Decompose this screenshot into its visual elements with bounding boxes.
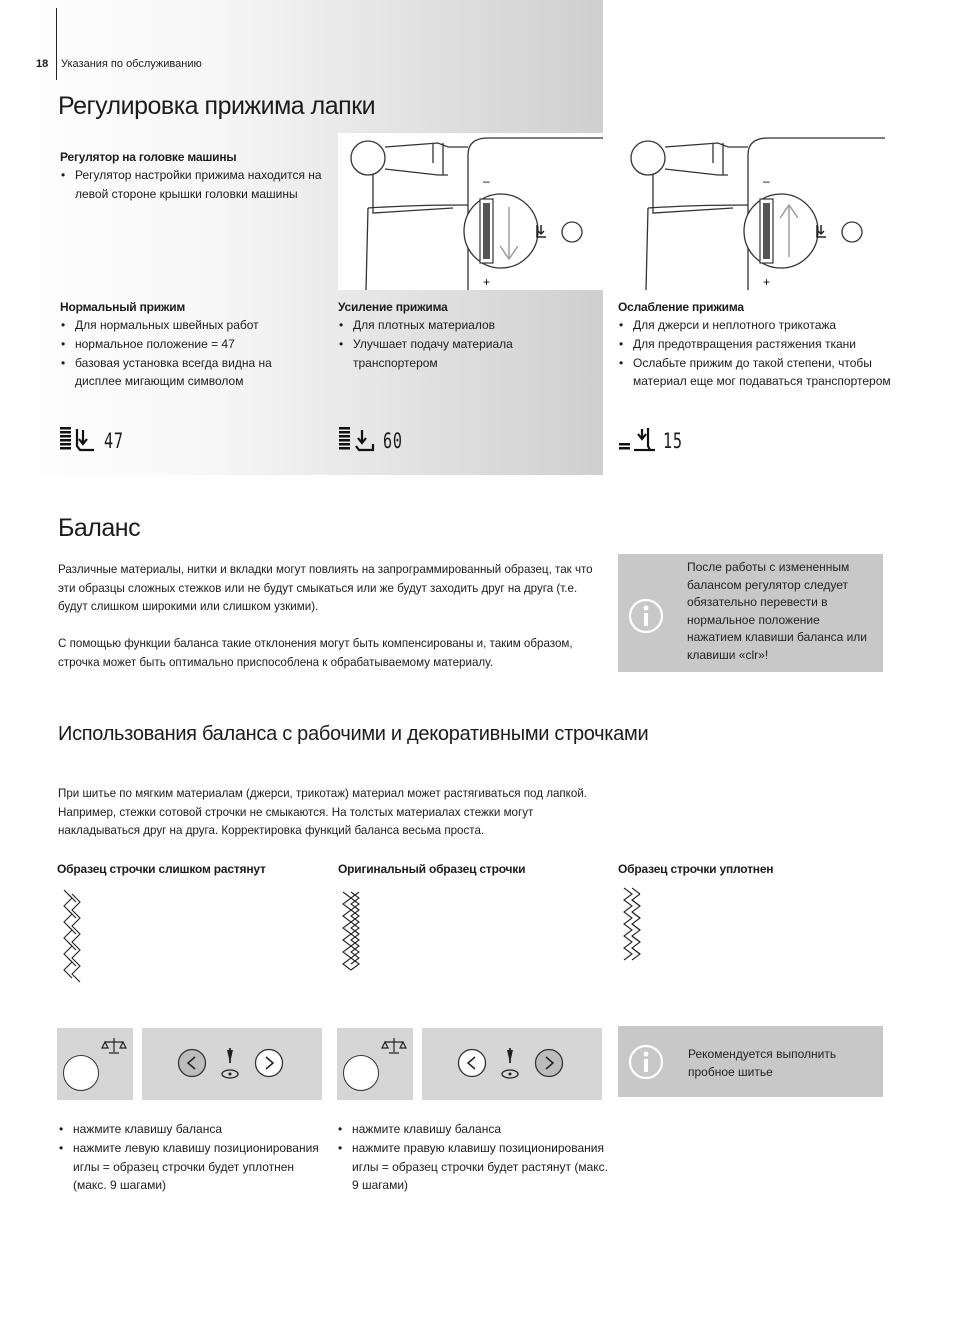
balance-key-panel-left [57, 1028, 133, 1100]
regulator-knob [842, 222, 862, 242]
increase-heading: Усиление прижима [338, 300, 448, 314]
header-divider [56, 8, 57, 80]
page-number: 18 [36, 58, 49, 70]
pressure-bars-icon [60, 426, 98, 452]
display-value: 47 [104, 429, 124, 453]
list-item: • нормальное положение = 47 [60, 335, 300, 354]
regulator-list [60, 166, 325, 204]
display-value: 15 [663, 429, 683, 453]
usage-title: Использования баланса с рабочими и декоративными строчками [58, 723, 649, 745]
list-item: • нажмите правую клавишу позиционирования иглы = образец строчки будет растянут (макс. 9 шагами) [337, 1139, 609, 1195]
regulator-knob [562, 222, 582, 242]
balance-scale-icon [381, 1036, 407, 1056]
sample-original-label: Оригинальный образец строчки [338, 862, 526, 876]
decrease-list [618, 316, 893, 391]
instructions-left [58, 1120, 323, 1195]
tip-box [618, 1026, 883, 1097]
usage-paragraph: При шитье по мягким материалам (джерси, трикотаж) материал может растягиваться под лапкой. Например, стежки сотовой строчки не смыкаются. На толстых материалах стежки могут накладываться друг на друга. Корректировка функций баланса весьма проста. [58, 787, 588, 838]
pressure-bars-icon [339, 426, 377, 452]
balance-note-box [618, 554, 883, 672]
balance-key[interactable] [343, 1055, 379, 1091]
chevron-left-icon[interactable] [457, 1048, 487, 1078]
presser-title: Регулировка прижима лапки [58, 92, 376, 120]
display-value: 60 [383, 429, 403, 453]
balance-paragraph-2: С помощью функции баланса такие отклонения могут быть компенсированы и, таким образом, строчка может быть оптимально приспособлена к обрабатываемому материалу. [58, 637, 573, 669]
tip-text: Рекомендуется выполнить пробное шитье [688, 1047, 837, 1079]
minus-sign: – [483, 174, 490, 188]
list-item: • Для нормальных швейных работ [60, 316, 300, 335]
decrease-heading: Ослабление прижима [618, 300, 744, 314]
info-icon [628, 1044, 664, 1080]
needle-icon [220, 1046, 240, 1082]
list-item: • Для плотных материалов [338, 316, 568, 335]
stitch-stretched-sample [58, 888, 88, 984]
balance-scale-icon [101, 1036, 127, 1056]
balance-paragraph-1: Различные материалы, нитки и вкладки могут повлиять на запрограммированный образец, так что эти образцы сложных стежков или не будут смыкаться или же будут заходить друг на друга (т.е. будут слишком широкими или слишком узкими). [58, 563, 593, 614]
chevron-right-icon[interactable] [254, 1048, 284, 1078]
normal-heading: Нормальный прижим [60, 300, 186, 314]
balance-note: После работы с измененным балансом регулятор следует обязательно перевести в нормальное положение нажатием клавиши баланса или клавиши «clr»! [687, 560, 867, 662]
list-item: • Для предотвращения растяжения ткани [618, 335, 893, 354]
list-item: • Улучшает подачу материала транспортером [338, 335, 568, 373]
sample-compressed-label: Образец строчки уплотнен [618, 862, 774, 876]
balance-key-panel-right [337, 1028, 413, 1100]
needle-keys-panel-right [422, 1028, 602, 1100]
chevron-left-icon[interactable] [177, 1048, 207, 1078]
list-item: • нажмите клавишу баланса [337, 1120, 609, 1139]
balance-key[interactable] [63, 1055, 99, 1091]
increase-list [338, 316, 568, 372]
display-increase [339, 426, 410, 452]
instructions-right [337, 1120, 609, 1195]
plus-sign: + [483, 275, 491, 289]
regulator-heading: Регулятор на головке машины [60, 150, 237, 164]
balance-title: Баланс [58, 514, 141, 542]
minus-sign: – [763, 174, 770, 188]
stitch-compressed-sample [620, 886, 650, 966]
stitch-original-sample [338, 888, 368, 972]
display-decrease [619, 426, 690, 452]
machine-diagram-increase [338, 133, 603, 290]
machine-diagram-decrease [618, 133, 885, 290]
list-item: • Ослабьте прижим до такой степени, чтобы материал еще мог подаваться транспортером [618, 354, 893, 392]
list-item: • нажмите клавишу баланса [58, 1120, 323, 1139]
sample-stretched-label: Образец строчки слишком растянут [57, 862, 266, 876]
plus-sign: + [763, 275, 771, 289]
list-item: • Регулятор настройки прижима находится на левой стороне крышки головки машины [60, 166, 325, 204]
list-item: • нажмите левую клавишу позиционирования иглы = образец строчки будет уплотнен (макс. 9 шагами) [58, 1139, 323, 1195]
list-item: • Для джерси и неплотного трикотажа [618, 316, 893, 335]
needle-keys-panel-left [142, 1028, 322, 1100]
chevron-right-icon[interactable] [534, 1048, 564, 1078]
display-normal [60, 426, 131, 452]
section-title: Указания по обслуживанию [61, 58, 202, 70]
needle-icon [500, 1046, 520, 1082]
list-item: • базовая установка всегда видна на дисплее мигающим символом [60, 354, 300, 392]
info-icon [628, 598, 664, 634]
pressure-bars-icon [619, 426, 657, 452]
normal-list [60, 316, 300, 391]
